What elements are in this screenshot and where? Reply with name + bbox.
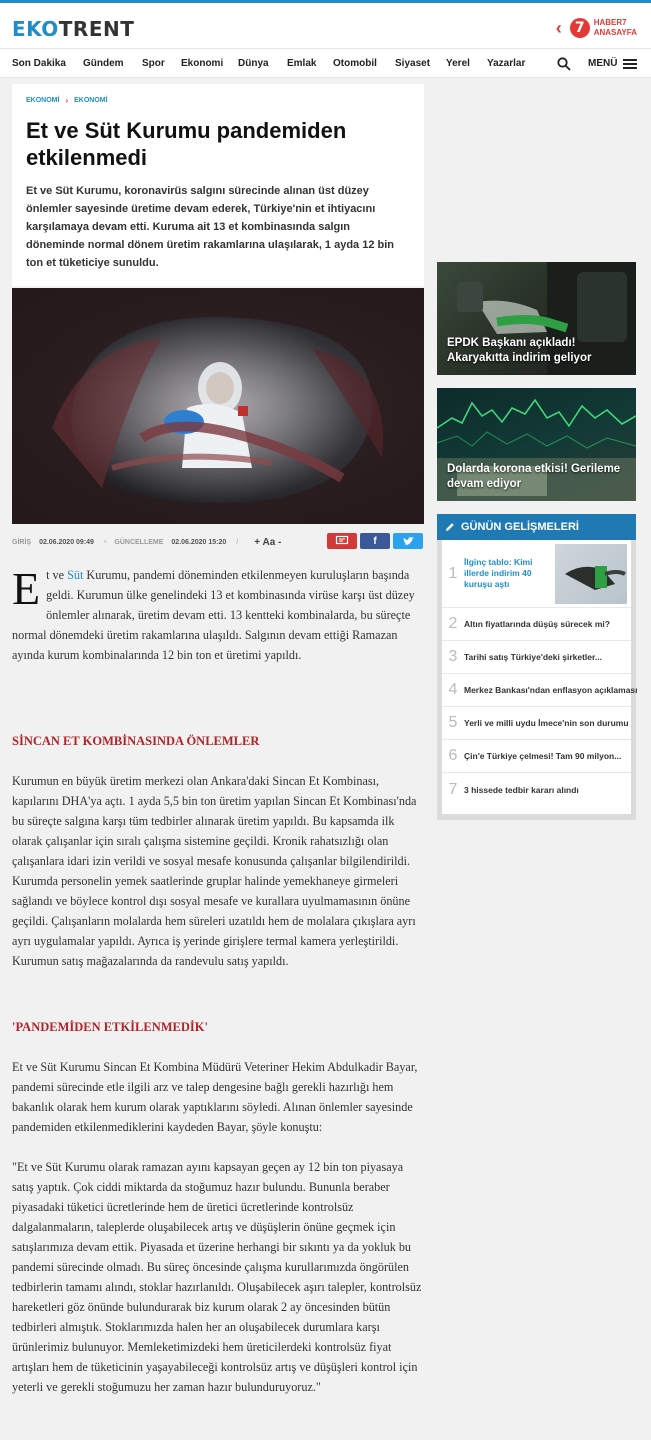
chevron-right-icon: › xyxy=(65,96,69,105)
menu-button[interactable] xyxy=(588,58,637,69)
nav-item-yerel[interactable]: Yerel xyxy=(446,58,470,69)
guncelleme-date: 02.06.2020 15:20 xyxy=(171,538,227,546)
paragraph-text: t ve xyxy=(46,568,68,582)
article-spot: Et ve Süt Kurumu, koronavirüs salgını sürecinde alınan üst düzey önlemler sayesinde üretime devam ederek, Türkiye'nin et ihtiyacını karşılamaya devam etti. Kuruma ait 13 et kombinasında salgın döneminde normal dönem üretim rakamlarına ulaşılarak, 1 ayda 12 bin ton et tüketiciye sunuldu. xyxy=(26,185,395,269)
haber7-badge-icon: 7 xyxy=(570,18,590,38)
list-item-number: 6 xyxy=(448,747,458,764)
ad-slot xyxy=(437,84,636,254)
nav-item-spor[interactable]: Spor xyxy=(142,58,165,69)
nav-item-son-dakika[interactable]: Son Dakika xyxy=(12,58,66,69)
list-item-number: 4 xyxy=(448,681,458,698)
list-item-text: 3 hissede tedbir kararı alındı xyxy=(464,784,579,795)
list-item-number: 1 xyxy=(448,564,458,582)
slaughterhouse-photo-icon xyxy=(12,288,424,524)
facebook-share-button[interactable] xyxy=(360,533,390,549)
nav-item-emlak[interactable]: Emlak xyxy=(287,58,317,69)
article-title: Et ve Süt Kurumu pandemiden etkilenmedi xyxy=(26,118,347,170)
nav-item-ekonomi[interactable]: Ekonomi xyxy=(181,58,224,69)
widget-header xyxy=(437,514,636,540)
hamburger-icon xyxy=(623,59,637,69)
nav-item-yazarlar[interactable]: Yazarlar xyxy=(487,58,526,69)
comment-icon xyxy=(336,536,348,546)
list-item-number: 2 xyxy=(448,615,458,632)
subheading-sincan: SİNCAN ET KOMBİNASINDA ÖNLEMLER xyxy=(12,734,260,748)
main-nav xyxy=(0,48,651,78)
paragraph-3: Et ve Süt Kurumu Sincan Et Kombina Müdürü Veteriner Hekim Abdulkadir Bayar, pandemi sürecinde etle ilgili arz ve talep dengesine bağlı gerekli hazırlığı hem bakanlık olarak hem kurum olarak yaptıklarını söyledi. Alınan önlemler sayesinde pandemiden etkilenmediklerini kaydeden Bayar, şöyle konuştu: xyxy=(12,1060,418,1134)
list-item[interactable] xyxy=(442,641,631,674)
meta-separator: / xyxy=(236,538,239,546)
nav-item-dunya[interactable]: Dünya xyxy=(238,58,269,69)
chevron-left-icon: ‹ xyxy=(555,18,562,38)
paragraph-2: Kurumun en büyük üretim merkezi olan Ankara'daki Sincan Et Kombinası, kapılarını DHA'ya açtı. 1 ayda 5,5 bin ton üretim yapılan Sincan Et Kombinası'nda bu süreçte salgına karşı tüm tedbirler alınarak üretim yapıldı. Bu kapsamda ilk olarak çalışanlar için sıralı çalışma sistemine geçildi. Kronik rahatsızlığı olan çalışanlara idari izin verildi ve sosyal mesafe konusunda çalışanlar bilgilendirildi. Kurumda personelin yemek saatlerinde gruplar halinde yemekhaneye girmeleri sağlandı ve böylece kontrol dışı sosyal mesafe ve kurallara uyulmamasının önüne geçildi. Çalışanların molalarda hem süreleri uzatıldı hem de molalara çıkışlara ayrı ayrı uygulamalar yapıldı. Ayrıca iş yerinde girişlere termal kamera yerleştirildi. Kurumun satış mağazalarında da randevulu satış yapıldı. xyxy=(12,774,417,968)
inline-link-sut[interactable]: Süt xyxy=(67,568,84,582)
nav-item-siyaset[interactable]: Siyaset xyxy=(395,58,431,69)
sidebar-card-title: Dolarda korona etkisi! Gerileme devam ediyor xyxy=(447,463,621,490)
haber7-home-link[interactable] xyxy=(556,15,637,41)
paragraph-text: Kurumu, pandemi döneminden etkilenmeyen kuruluşların başında geldi. Kurumun ülke genelindeki 13 et kombinasında virüse karşı üst düzey önlemler alınarak, üretim devam etti. 13 kentteki kombinalarda, bu süreçte normal dönemdeki üretim rakamlarına ulaşıldı. Salgının devam ettiği Ramazan ayında kurum kombinalarında 12 bin ton et üretimi yapıldı. xyxy=(12,568,415,662)
article-header xyxy=(12,84,424,286)
list-item[interactable] xyxy=(442,707,631,740)
list-item-text: İlginç tablo: Kimi illerde indirim 40 kuruşu aştı xyxy=(464,557,533,589)
list-item[interactable] xyxy=(442,540,631,608)
breadcrumb xyxy=(26,96,410,105)
giris-date: 02.06.2020 09:49 xyxy=(39,538,94,546)
sidebar-news-card[interactable] xyxy=(437,262,636,375)
dropcap: E xyxy=(12,563,41,614)
fuel-nozzle-icon xyxy=(555,544,627,604)
list-item[interactable] xyxy=(442,740,631,773)
breadcrumb-item[interactable]: EKONOMİ xyxy=(74,97,108,104)
paragraph-1 xyxy=(12,565,424,685)
sidebar-card-title: EPDK Başkanı açıkladı! Akaryakıtta indirim geliyor xyxy=(447,337,592,364)
list-item-text: Yerli ve milli uydu İmece'nin son durumu xyxy=(464,718,629,728)
pencil-icon xyxy=(445,522,455,532)
twitter-icon xyxy=(403,537,414,546)
widget-title: GÜNÜN GELİŞMELERİ xyxy=(461,521,579,533)
list-item-number: 3 xyxy=(448,648,458,665)
list-item-number: 5 xyxy=(448,714,458,731)
gunun-gelismeleri-widget xyxy=(437,514,636,820)
list-item[interactable] xyxy=(442,674,638,707)
twitter-share-button[interactable] xyxy=(393,533,423,549)
nav-item-gundem[interactable]: Gündem xyxy=(83,58,124,69)
list-item-text: Altın fiyatlarında düşüş sürecek mi? xyxy=(464,619,610,629)
sidebar-news-card[interactable] xyxy=(437,388,636,501)
haber7-sub: ANASAYFA xyxy=(593,28,637,37)
font-size-control[interactable]: + Aa - xyxy=(254,536,282,548)
list-item[interactable] xyxy=(442,773,631,806)
comment-button[interactable] xyxy=(327,533,357,549)
list-item-number: 7 xyxy=(448,780,458,798)
search-icon[interactable] xyxy=(557,57,571,71)
article-hero-image xyxy=(12,288,424,524)
guncelleme-label: GÜNCELLEME xyxy=(114,538,164,546)
nav-item-otomobil[interactable]: Otomobil xyxy=(333,58,377,69)
list-item-text: Çin'e Türkiye çelmesi! Tam 90 milyon... xyxy=(464,751,622,761)
list-item-thumbnail xyxy=(555,544,627,604)
top-header xyxy=(0,0,651,48)
logo-o-icon: O xyxy=(41,17,59,41)
quote-paragraph: "Et ve Süt Kurumu olarak ramazan ayını kapsayan geçen ay 12 bin ton piyasaya satış yaptık. Çok ciddi miktarda da stoğumuz hazır bulundu. Bununla beraber piyasadaki tüketici ücretlerinde hem de üretici ücretlerinde kontrolsüz dalgalanmaların, taleplerde oluşabilecek artış ve düşüşlerin önüne geçmek için satışlarımıza devam ettik. Piyasada et üzerine herhangi bir sıkıntı ya da yokluk bu pandemi sürecinde olmadı. Bu süreç öncesinde çalışma kurullarımızda öngörülen tedbirlerin tamamı alındı, stoklar hazırlanıldı. Oluşabilecek aşırı talepler, kontrolsüz hareketleri göz önünde bulundurarak biz kurum olarak 2 ay öncesinden bütün tedbirleri almıştık. Stoklarımızda halen her an oluşabilecek durumlara karşı ürünlerimiz bulunuyor. Memleketimizdeki hem üreticilerdeki kontrolsüz fiyat artışları hem de tüketicinin yaşayabileceği kontrolsüz artış ve düşüşleri kontrol için yeterli ve gerekli stoğumuzu her zaman hazır bulunduruyoruz." xyxy=(12,1160,422,1394)
ekotrent-logo[interactable]: EKOTRENT xyxy=(12,17,135,41)
meta-separator: • xyxy=(103,538,107,546)
list-item[interactable] xyxy=(442,608,631,641)
list-item-text: Merkez Bankası'ndan enflasyon açıklaması xyxy=(464,685,638,695)
subheading-pandemi: 'PANDEMİDEN ETKİLENMEDİK' xyxy=(12,1020,208,1034)
article-body xyxy=(12,565,424,1397)
breadcrumb-item[interactable]: EKONOMİ xyxy=(26,97,60,104)
list-item-text: Tarihi satış Türkiye'deki şirketler... xyxy=(464,652,602,662)
haber7-name: HABER7 xyxy=(593,18,627,27)
giris-label: GİRİŞ xyxy=(12,538,32,546)
facebook-icon: f xyxy=(373,535,377,547)
menu-label: MENÜ xyxy=(588,58,618,69)
